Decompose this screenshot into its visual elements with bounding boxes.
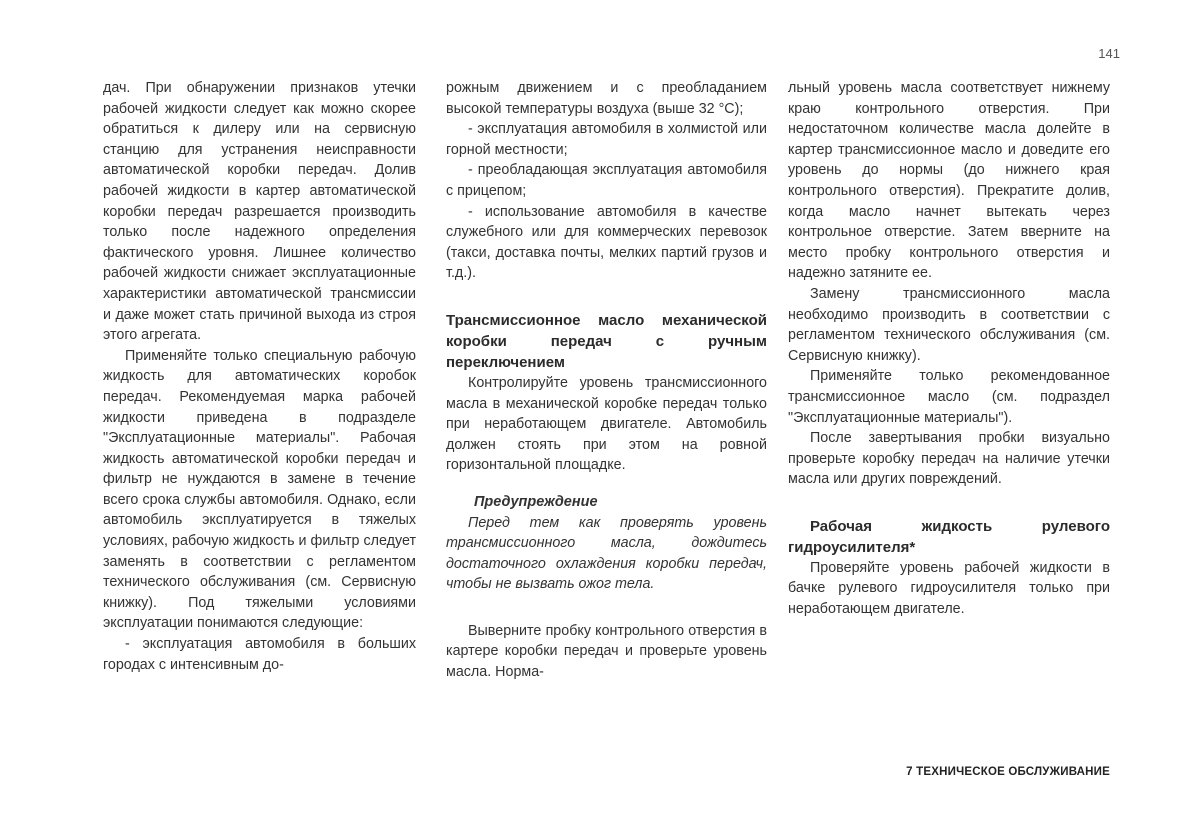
list-item: - эксплуатация автомобиля в холмистой или горной местности; xyxy=(446,121,767,158)
text-column-1 xyxy=(103,78,416,675)
paragraph: Выверните пробку контрольного отверстия в картере коробки передач и проверьте уровень масла. Норма- xyxy=(446,622,767,681)
warning-title: Предупреждение xyxy=(474,493,598,510)
paragraph: дач. При обнаружении признаков утечки рабочей жидкости следует как можно скорее обратиться к дилеру или на сервисную станцию для устранения неисправности автоматической коробки передач. Долив рабочей жидкости в картер автоматической коробки передач разрешается производить только после надежного определения фактического уровня. Лишнее количество рабочей жидкости снижает эксплуатационные характеристики автоматической трансмиссии и даже может стать причиной выхода из строя этого агрегата. xyxy=(103,80,416,344)
text-column-3 xyxy=(788,78,1110,620)
warning-text: Перед тем как проверять уровень трансмиссионного масла, дождитесь достаточного охлаждения коробки передач, чтобы не вызвать ожог тела. xyxy=(446,514,767,593)
chapter-footer: 7 ТЕХНИЧЕСКОЕ ОБСЛУЖИВАНИЕ xyxy=(906,766,1110,778)
paragraph: льный уровень масла соответствует нижнему краю контрольного отверстия. При недостаточном количестве масла долейте в картер трансмиссионное масло и доведите его уровень до нормы (до нижнего края контрольного отверстия). Прекратите долив, когда масло начнет вытекать через контрольное отверстие. Затем вверните на место пробку контрольного отверстия и надежно затяните ее. xyxy=(788,80,1110,282)
section-heading: Рабочая жидкость рулевого гидроусилителя* xyxy=(788,517,1110,556)
paragraph: Применяйте только рекомендованное трансмиссионное масло (см. подраздел "Эксплуатационные материалы"). xyxy=(788,368,1110,426)
page-number: 141 xyxy=(1098,46,1120,61)
text-column-2 xyxy=(446,78,767,683)
paragraph: Проверяйте уровень рабочей жидкости в бачке рулевого гидроусилителя только при неработающем двигателе. xyxy=(788,559,1110,618)
paragraph: Замену трансмиссионного масла необходимо производить в соответствии с регламентом технического обслуживания (см. Сервисную книжку). xyxy=(788,285,1110,364)
list-item: - эксплуатация автомобиля в больших городах с интенсивным до- xyxy=(103,636,416,673)
paragraph: Контролируйте уровень трансмиссионного масла в механической коробке передач только при неработающем двигателе. Автомобиль должен стоять при этом на ровной горизонтальной площадке. xyxy=(446,374,767,474)
section-heading: Трансмиссионное масло механической коробки передач с ручным переключением xyxy=(446,311,767,371)
list-item: - использование автомобиля в качестве служебного или для коммерческих перевозок (такси, доставка почты, мелких партий грузов и т.д.). xyxy=(446,203,767,282)
paragraph: Применяйте только специальную рабочую жидкость для автоматических коробок передач. Рекомендуемая марка рабочей жидкости приведена в подразделе "Эксплуатационные материалы". Рабочая жидкость автоматической коробки передач и фильтр не нуждаются в замене в течение всего срока службы автомобиля. Однако, если автомобиль эксплуатируется в тяжелых условиях, рабочую жидкость и фильтр следует заменять в соответствии с регламентом технического обслуживания (см. Сервисную книжку). Под тяжелыми условиями эксплуатации понимаются следующие: xyxy=(103,347,416,632)
list-item: - преобладающая эксплуатация автомобиля с прицепом; xyxy=(446,162,767,199)
paragraph: рожным движением и с преобладанием высокой температуры воздуха (выше 32 °C); xyxy=(446,80,767,117)
paragraph: После завертывания пробки визуально проверьте коробку передач на наличие утечки масла или других повреждений. xyxy=(788,430,1110,488)
